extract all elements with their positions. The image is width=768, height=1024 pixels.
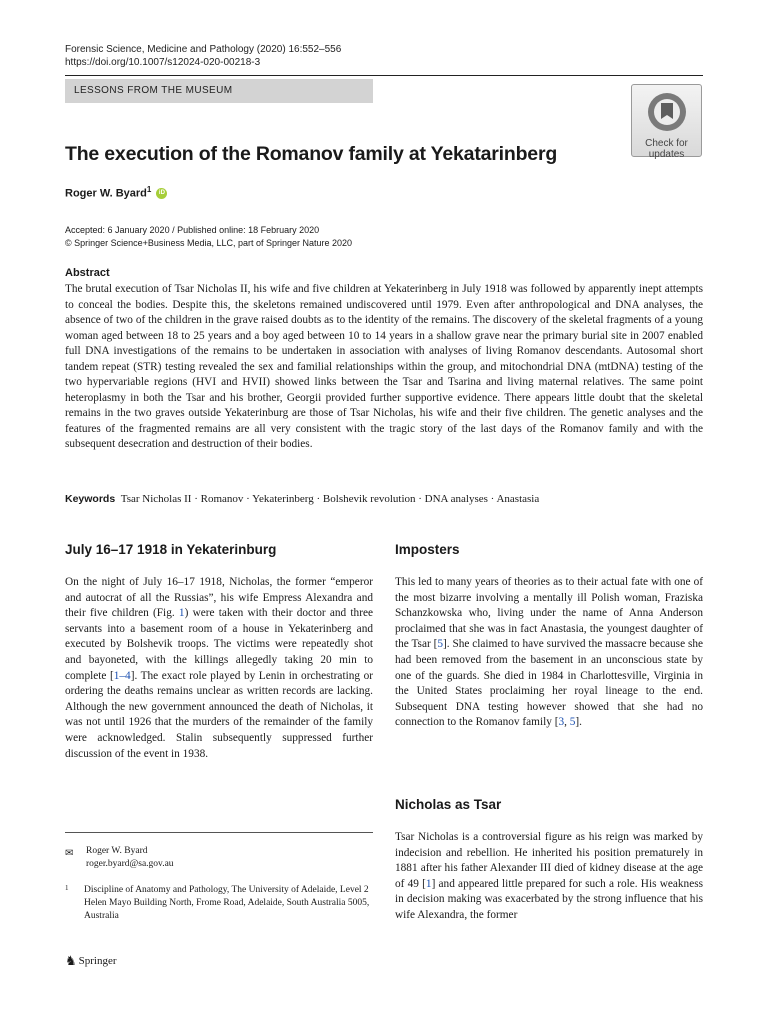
- citation-link[interactable]: 1–4: [113, 669, 131, 682]
- text: ].: [575, 716, 583, 729]
- check-updates-line2: updates: [648, 149, 685, 160]
- author-line: [65, 185, 167, 200]
- publisher-logo: [65, 953, 117, 969]
- correspondence: [65, 845, 174, 871]
- springer-horse-icon: ♞: [65, 953, 77, 968]
- section-heading-imposters: Imposters: [395, 542, 460, 557]
- publication-dates: [65, 224, 352, 250]
- text: This led to many years of theories as to their actual fate with one of the most bizarre involving a mentally ill Polish woman, Fraziska Schanzkowska who, living under the name of Anna Anderson proclaimed that she was in fact Anastasia, the youngest daughter of the Tsar [: [395, 576, 703, 651]
- text: ] and appeared little prepared for such a role. His weakness in decision making was exacerbated by the strong influence that his wife Alexandra, the former: [395, 877, 704, 921]
- check-updates-icon: [646, 91, 688, 133]
- text: On the night of July 16–17 1918, Nicholas, the former “emperor and autocrat of all the Russias”, his wife Empress Alexandra and their five children (Fig.: [65, 576, 373, 620]
- author-name[interactable]: Roger W. Byard: [65, 187, 147, 200]
- section-body-nicholas: [395, 830, 703, 924]
- text: ]. She claimed to have survived the massacre because she had been removed from the basement in an unconscious state by one of the guards. She died in 1984 in Charlottesville, Virginia in the United States proclaiming her royal lineage to the end. Subsequent DNA testing however showed that she had no connection to the Romanov family [: [395, 638, 704, 729]
- doi-link[interactable]: https://doi.org/10.1007/s12024-020-00218-3: [65, 57, 261, 68]
- section-body-imposters: [395, 575, 703, 731]
- header-rule: [65, 75, 703, 76]
- citation-link[interactable]: 3: [558, 716, 565, 729]
- text: ) were taken with their doctor and three servants into a basement room of a house in Yekaterinberg and executed by Bolshevik troops. The victims were repeatedly shot and bayoneted, with the killings allegedly taking 20 min to complete [: [65, 607, 373, 682]
- corr-email[interactable]: roger.byard@sa.gov.au: [86, 859, 174, 869]
- orcid-icon[interactable]: iD: [156, 188, 167, 199]
- text: Tsar Nicholas is a controversial figure as his reign was marked by indecision and rebellion. He inherited his position prematurely in 1881 after his father Alexander III died of kidney disease at the age of 49 [: [395, 831, 703, 890]
- footnote-rule: [65, 832, 373, 833]
- citation-link[interactable]: 1: [425, 877, 432, 890]
- section-heading-nicholas: Nicholas as Tsar: [395, 797, 502, 812]
- check-for-updates-button[interactable]: [631, 84, 702, 160]
- citation-link[interactable]: 5: [569, 716, 576, 729]
- text: ]. The exact role played by Lenin in orchestrating or ordering the deaths remains unclear as written records are lacking. Although the new government announced the death of Nicholas, it was not until 1926 that the murders of the remainder of the family were acknowledged. Stalin subsequently suppressed further discussion of the event in 1938.: [65, 669, 373, 760]
- citation-link[interactable]: 5: [437, 638, 444, 651]
- copyright: © Springer Science+Business Media, LLC, part of Springer Nature 2020: [65, 238, 353, 248]
- text: ,: [564, 716, 570, 729]
- publisher-name: Springer: [78, 955, 117, 967]
- abstract-text: The brutal execution of Tsar Nicholas II, his wife and five children at Yekaterinberg in July 1918 was followed by apparently inept attempts to conceal the bodies. Despite this, the skeletons remained undiscovered until 1979. Even after anthropological and DNA analyses, the absence of two of the children in the grave raised doubts as to the identity of the remains. The discovery of the skeletal fragments of a young woman aged between 18 to 25 years and a boy aged between 10 to 14 years in a shallow grave near the primary burial site in 2007 enabled full DNA investigations of the remains to be undertaken in association with analyses of living Romanov descendants. Autosomal short tandem repeat (STR) testing revealed the sex and familial relationships within the group, and mitochondrial DNA (mtDNA) testing of the two hypervariable regions (HVI and HVII) showed links between the Tsar and Tsarina and living maternal relatives. The same point heteroplasmy in both the Tsar and his brother, Georgii provided further supportive evidence. There appears little doubt that the skeletal remains in the two graves outside Yekaterinburg are those of Tsar Nicholas, his wife and their five children. The genetic analyses and the features of the fragmented remains are all very consistent with the tragic story of the last days of the Romanov family and with the subsequent desecration and destruction of their bodies.: [65, 283, 703, 450]
- corr-name: Roger W. Byard: [86, 846, 148, 856]
- affiliation: [65, 884, 373, 923]
- keywords-list: Tsar Nicholas II · Romanov · Yekaterinberg · Bolshevik revolution · DNA analyses · Anastasia: [120, 493, 540, 505]
- section-body-july: [65, 575, 373, 762]
- abstract-heading: Abstract: [65, 267, 110, 279]
- section-heading-july: July 16–17 1918 in Yekaterinburg: [65, 542, 277, 557]
- affiliation-number: 1: [65, 884, 69, 892]
- keywords-line: [65, 493, 539, 505]
- accepted-published: Accepted: 6 January 2020 / Published online: 18 February 2020: [65, 225, 320, 235]
- check-updates-line1: Check for: [645, 138, 688, 149]
- section-label: LESSONS FROM THE MUSEUM: [65, 79, 373, 103]
- journal-citation: Forensic Science, Medicine and Pathology (2020) 16:552–556: [65, 44, 342, 55]
- envelope-icon: ✉: [65, 848, 74, 859]
- keywords-label: Keywords: [65, 493, 116, 505]
- figure-link[interactable]: 1: [178, 607, 185, 620]
- affiliation-text: Discipline of Anatomy and Pathology, The University of Adelaide, Level 2 Helen Mayo Building North, Frome Road, Adelaide, South Australia 5005, Australia: [84, 885, 370, 921]
- article-title: The execution of the Romanov family at Yekatarinberg: [65, 143, 558, 165]
- affiliation-mark[interactable]: 1: [146, 185, 152, 194]
- journal-header: [65, 43, 341, 69]
